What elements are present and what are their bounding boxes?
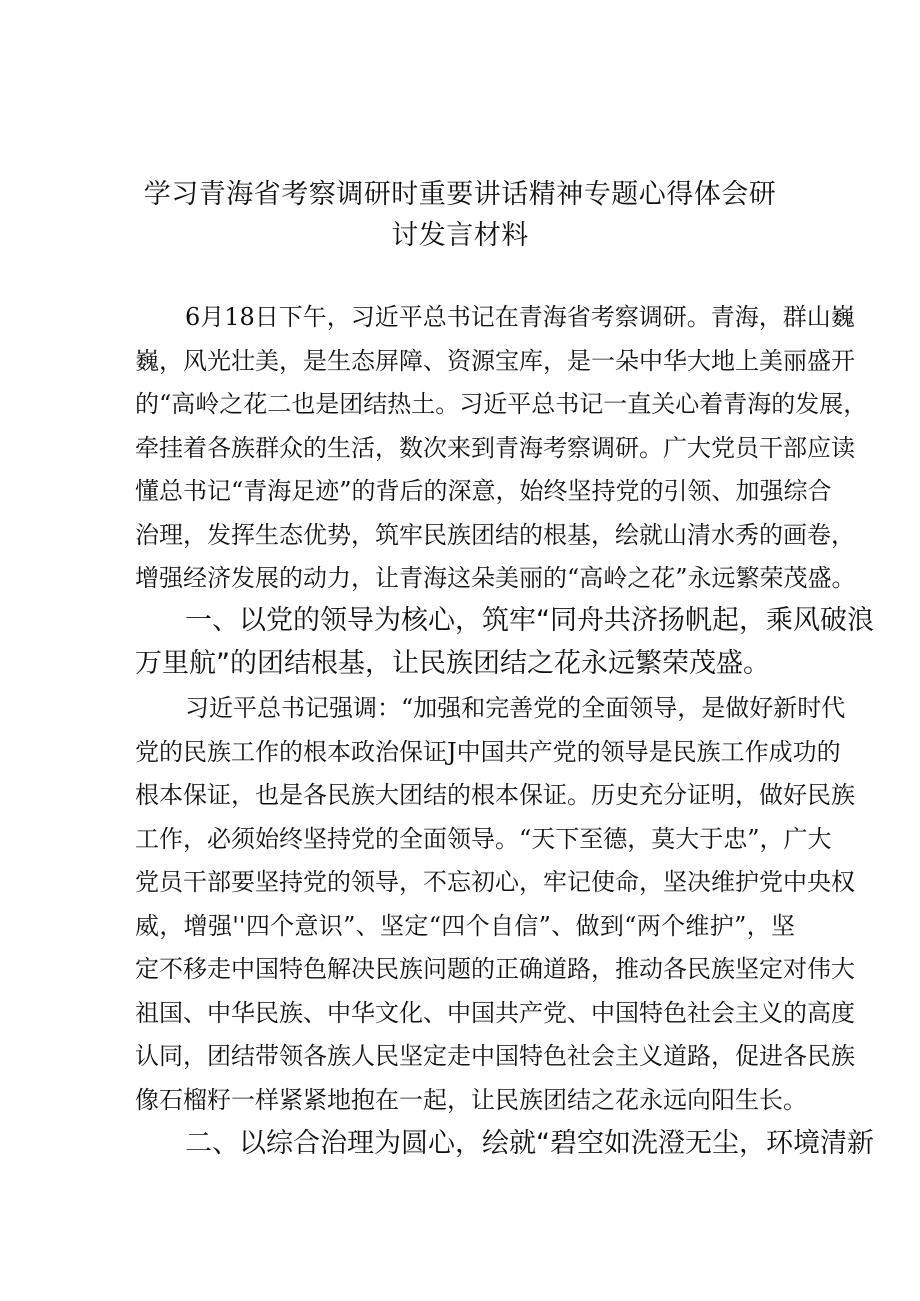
paragraph-1-line: 巍，风光壮美，是生态屏障、资源宝库，是一朵中华大地上美丽盛开 [135,347,855,375]
paragraph-2-line: 祖国、中华民族、中华文化、中国共产党、中国特色社会主义的高度 [135,999,855,1027]
document-title-line-1: 学习青海省考察调研时重要讲话精神专题心得体会研 [143,179,777,210]
paragraph-1-line: 的“高岭之花二也是团结热土。习近平总书记一直关心着青海的发展， [135,390,868,418]
paragraph-2-line: 工作，必须始终坚持党的全面领导。“天下至德，莫大于忠”，广大 [135,825,832,853]
section-heading-1-line: 一、以党的领导为核心，筑牢“同舟共济扬帆起，乘风破浪 [185,605,874,636]
paragraph-1-line: 增强经济发展的动力，让青海这朵美丽的“高岭之花”永远繁荣茂盛。 [135,564,856,592]
paragraph-2-line: 认同，团结带领各族人民坚定走中国特色社会主义道路，促进各民族 [135,1042,855,1070]
document-title-line-2: 讨发言材料 [391,220,529,251]
paragraph-2-line: 党员干部要坚持党的领导，不忘初心，牢记使命，坚决维护党中央权 [135,868,855,896]
paragraph-2-line: 习近平总书记强调：“加强和完善党的全面领导，是做好新时代 [185,694,846,722]
paragraph-2-line: 根本保证，也是各民族大团结的根本保证。历史充分证明，做好民族 [135,781,855,809]
paragraph-1-line: 牵挂着各族群众的生活，数次来到青海考察调研。广大党员干部应读 [135,434,855,462]
paragraph-2-line: 定不移走中国特色解决民族问题的正确道路，推动各民族坚定对伟大 [135,955,855,983]
section-heading-1-line: 万里航”的团结根基，让民族团结之花永远繁荣茂盛。 [135,648,770,679]
paragraph-1-line: 6月18日下午，习近平总书记在青海省考察调研。青海，群山巍 [185,303,855,331]
paragraph-2-line: 党的民族工作的根本政治保证J中国共产党的领导是民族工作成功的 [135,738,841,766]
paragraph-2-line: 威，增强''四个意识”、坚定“四个自信”、做到“两个维护”，坚 [135,912,795,940]
paragraph-1-line: 治理，发挥生态优势，筑牢民族团结的根基，绘就山清水秀的画卷， [135,521,855,549]
paragraph-2-line: 像石榴籽一样紧紧地抱在一起，让民族团结之花永远向阳生长。 [135,1086,807,1114]
paragraph-1-line: 懂总书记“青海足迹”的背后的深意，始终坚持党的引领、加强综合 [135,477,832,505]
section-heading-2-line: 二、以综合治理为圆心，绘就“碧空如洗澄无尘，环境清新 [185,1128,874,1159]
